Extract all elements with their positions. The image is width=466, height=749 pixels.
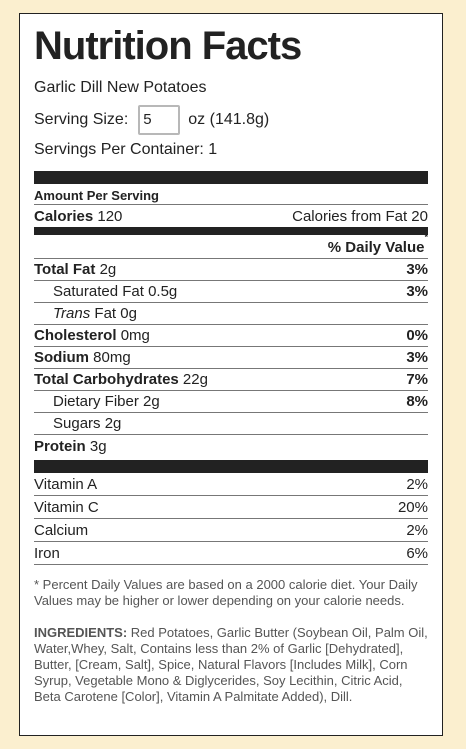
nutrient-name: Total Carbohydrates xyxy=(34,371,179,388)
servings-per-container: Servings Per Container: 1 xyxy=(34,141,218,158)
calories-from-fat: Calories from Fat 20 xyxy=(292,207,428,225)
nutrient-dv: 0% xyxy=(406,327,428,344)
nutrient-name: Sugars xyxy=(53,415,101,432)
nutrient-row-sugars xyxy=(34,413,428,435)
ingredients xyxy=(34,625,428,705)
nutrient-name: Trans xyxy=(53,305,91,322)
daily-value-label: % Daily Value xyxy=(327,238,425,256)
nutrient-name: Total Fat xyxy=(34,261,96,278)
nutrient-name: Dietary Fiber xyxy=(53,393,139,410)
medium-divider xyxy=(34,227,428,235)
nutrient-row-dietary-fiber xyxy=(34,391,428,413)
nutrient-amount: 22g xyxy=(182,371,208,388)
nutrient-row-sodium xyxy=(34,347,428,369)
thick-divider xyxy=(34,460,428,473)
serving-size-label: Serving Size: xyxy=(34,111,129,128)
nutrient-row-saturated-fat xyxy=(34,281,428,303)
serving-quantity-input[interactable]: 5 xyxy=(138,105,180,135)
thick-divider xyxy=(34,171,428,184)
vitamin-dv: 20% xyxy=(397,498,428,516)
nutrient-dv: 8% xyxy=(406,393,428,410)
serving-unit: oz (141.8g) xyxy=(188,111,270,128)
nutrient-amount: 2g xyxy=(143,393,160,410)
nutrient-row-protein xyxy=(34,435,428,457)
nutrient-dv: 3% xyxy=(406,261,428,278)
vitamin-dv: 6% xyxy=(406,544,428,562)
daily-value-footnote: * Percent Daily Values are based on a 2000 calorie diet. Your Daily Values may be higher or lower depending on your calorie needs. xyxy=(34,577,418,608)
nutrient-name: Cholesterol xyxy=(34,327,117,344)
nutrient-amount: 2g xyxy=(99,261,117,278)
vitamin-name: Calcium xyxy=(34,521,89,539)
vitamin-row-a xyxy=(34,473,428,496)
vitamin-row-iron xyxy=(34,542,428,565)
nutrient-amount: 0.5g xyxy=(148,283,178,300)
nutrient-dv: 3% xyxy=(406,283,428,300)
nutrient-amount: 3g xyxy=(89,437,107,455)
vitamin-dv: 2% xyxy=(406,521,428,539)
nutrient-dv: 3% xyxy=(406,349,428,366)
nutrient-name: Sodium xyxy=(34,349,89,366)
nutrient-dv: 7% xyxy=(406,371,428,388)
vitamin-name: Vitamin C xyxy=(34,498,99,516)
nutrient-row-total-fat xyxy=(34,259,428,281)
calories-value: 120 xyxy=(97,207,123,225)
vitamin-name: Iron xyxy=(34,544,60,562)
product-name: Garlic Dill New Potatoes xyxy=(34,79,207,96)
nutrient-row-cholesterol xyxy=(34,325,428,347)
nutrient-name: Protein xyxy=(34,437,86,455)
nutrient-row-total-carbohydrates xyxy=(34,369,428,391)
nutrition-facts-label xyxy=(19,13,443,736)
vitamin-dv: 2% xyxy=(406,475,428,493)
daily-value-asterisk: * xyxy=(424,231,428,242)
nutrient-name: Saturated Fat xyxy=(53,283,144,300)
label-title: Nutrition Facts xyxy=(34,24,302,68)
ingredients-text: Red Potatoes, Garlic Butter (Soybean Oil, Palm Oil, Water,Whey, Salt, Contains less than 2% of Garlic [Dehydrated], Butter, [Cream, Salt], Spice, Natural Flavors [Includes Milk], Corn Syrup, Vegetable Mono & Diglycerides, Soy Lecithin, Citric Acid, Beta Carotene [Color], Vitamin A Palmitate Added), Dill. xyxy=(34,625,428,704)
vitamin-row-calcium xyxy=(34,519,428,542)
vitamin-name: Vitamin A xyxy=(34,475,98,493)
nutrient-amount: 0mg xyxy=(120,327,150,344)
amount-per-serving: Amount Per Serving xyxy=(34,184,428,205)
vitamins-section xyxy=(34,473,428,565)
nutrient-amount: 2g xyxy=(104,415,122,432)
daily-value-header xyxy=(34,231,428,259)
calories-label: Calories xyxy=(34,207,94,225)
ingredients-heading: INGREDIENTS: xyxy=(34,625,128,640)
serving-size-row xyxy=(34,103,428,137)
nutrient-amount: 80mg xyxy=(93,349,131,366)
nutrient-row-trans-fat xyxy=(34,303,428,325)
nutrient-amount: Fat 0g xyxy=(94,305,137,322)
calories-row xyxy=(34,205,428,227)
vitamin-row-c xyxy=(34,496,428,519)
